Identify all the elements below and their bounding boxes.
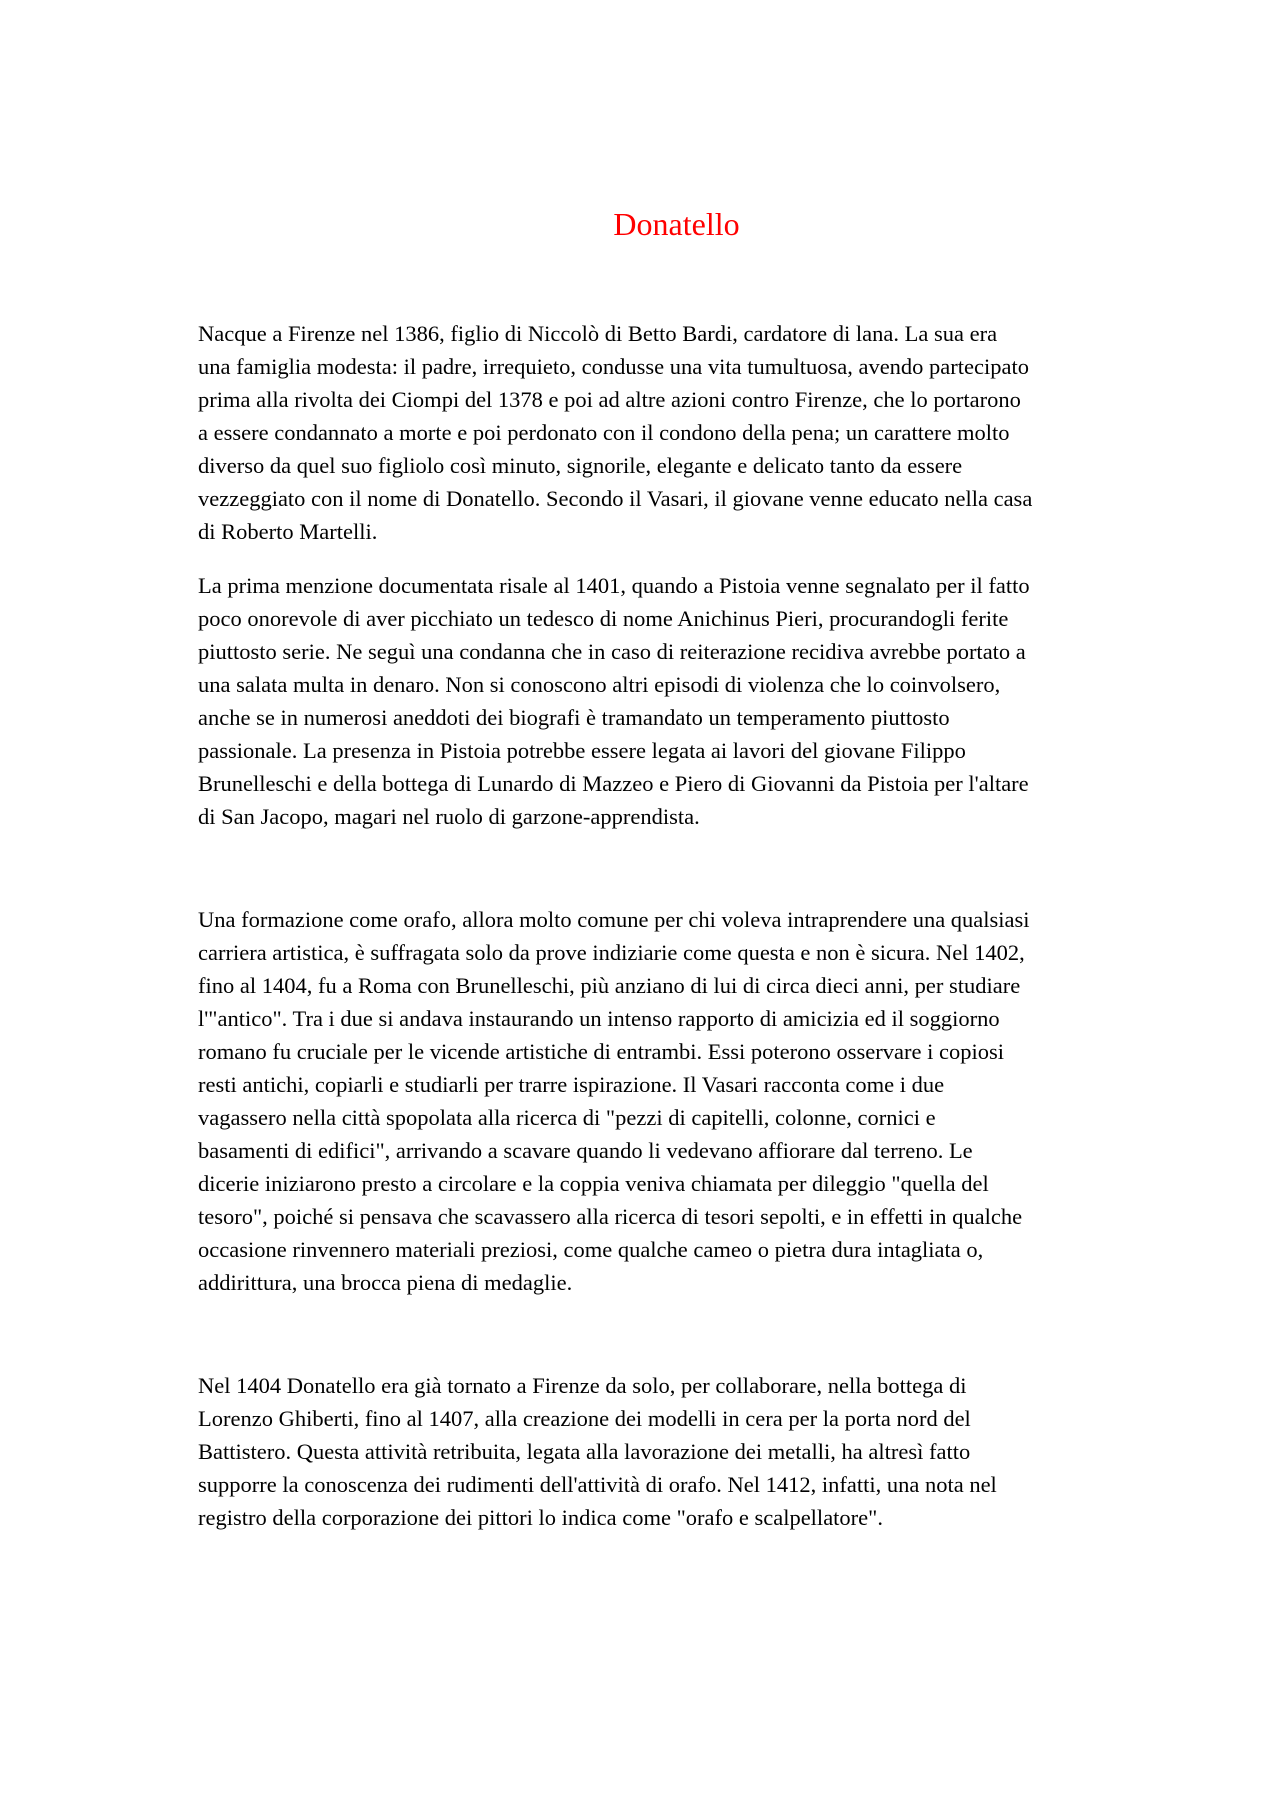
paragraph-4: Nel 1404 Donatello era già tornato a Firenze da solo, per collaborare, nella bottega di Lorenzo Ghiberti, fino al 1407, alla creazione dei modelli in cera per la porta nord del Battistero. Questa attività retribuita, legata alla lavorazione dei metalli, ha altresì fatto supporre la conoscenza dei rudimenti dell'attività di orafo. Nel 1412, infatti, una nota nel registro della corporazione dei pittori lo indica come "orafo e scalpellatore". bbox=[198, 1373, 997, 1530]
document-title: Donatello bbox=[613, 206, 740, 242]
paragraph-3: Una formazione come orafo, allora molto comune per chi voleva intraprendere una qualsiasi carriera artistica, è suffragata solo da prove indiziarie come questa e non è sicura. Nel 1402, fino al 1404, fu a Roma con Brunelleschi, più anziano di lui di circa dieci anni, per studiare l'"antico". Tra i due si andava instaurando un intenso rapporto di amicizia ed il soggiorno romano fu cruciale per le vicende artistiche di entrambi. Essi poterono osservare i copiosi resti antichi, copiarli e studiarli per trarre ispirazione. Il Vasari racconta come i due vagassero nella città spopolata alla ricerca di "pezzi di capitelli, colonne, cornici e basamenti di edifici", arrivando a scavare quando li vedevano affiorare dal terreno. Le dicerie iniziarono presto a circolare e la coppia veniva chiamata per dileggio "quella del tesoro", poiché si pensava che scavassero alla ricerca di tesori sepolti, e in effetti in qualche occasione rinvennero materiali preziosi, come qualche cameo o pietra dura intagliata o, addirittura, una brocca piena di medaglie. bbox=[198, 907, 1030, 1295]
paragraph-2: La prima menzione documentata risale al 1401, quando a Pistoia venne segnalato per il fatto poco onorevole di aver picchiato un tedesco di nome Anichinus Pieri, procurandogli ferite piuttosto serie. Ne seguì una condanna che in caso di reiterazione recidiva avrebbe portato a una salata multa in denaro. Non si conoscono altri episodi di violenza che lo coinvolsero, anche se in numerosi aneddoti dei biografi è tramandato un temperamento piuttosto passionale. La presenza in Pistoia potrebbe essere legata ai lavori del giovane Filippo Brunelleschi e della bottega di Lunardo di Mazzeo e Piero di Giovanni da Pistoia per l'altare di San Jacopo, magari nel ruolo di garzone-apprendista. bbox=[198, 573, 1030, 829]
paragraph-1: Nacque a Firenze nel 1386, figlio di Niccolò di Betto Bardi, cardatore di lana. La sua era una famiglia modesta: il padre, irrequieto, condusse una vita tumultuosa, avendo partecipato prima alla rivolta dei Ciompi del 1378 e poi ad altre azioni contro Firenze, che lo portarono a essere condannato a morte e poi perdonato con il condono della pena; un carattere molto diverso da quel suo figliolo così minuto, signorile, elegante e delicato tanto da essere vezzeggiato con il nome di Donatello. Secondo il Vasari, il giovane venne educato nella casa di Roberto Martelli. bbox=[198, 321, 1033, 544]
